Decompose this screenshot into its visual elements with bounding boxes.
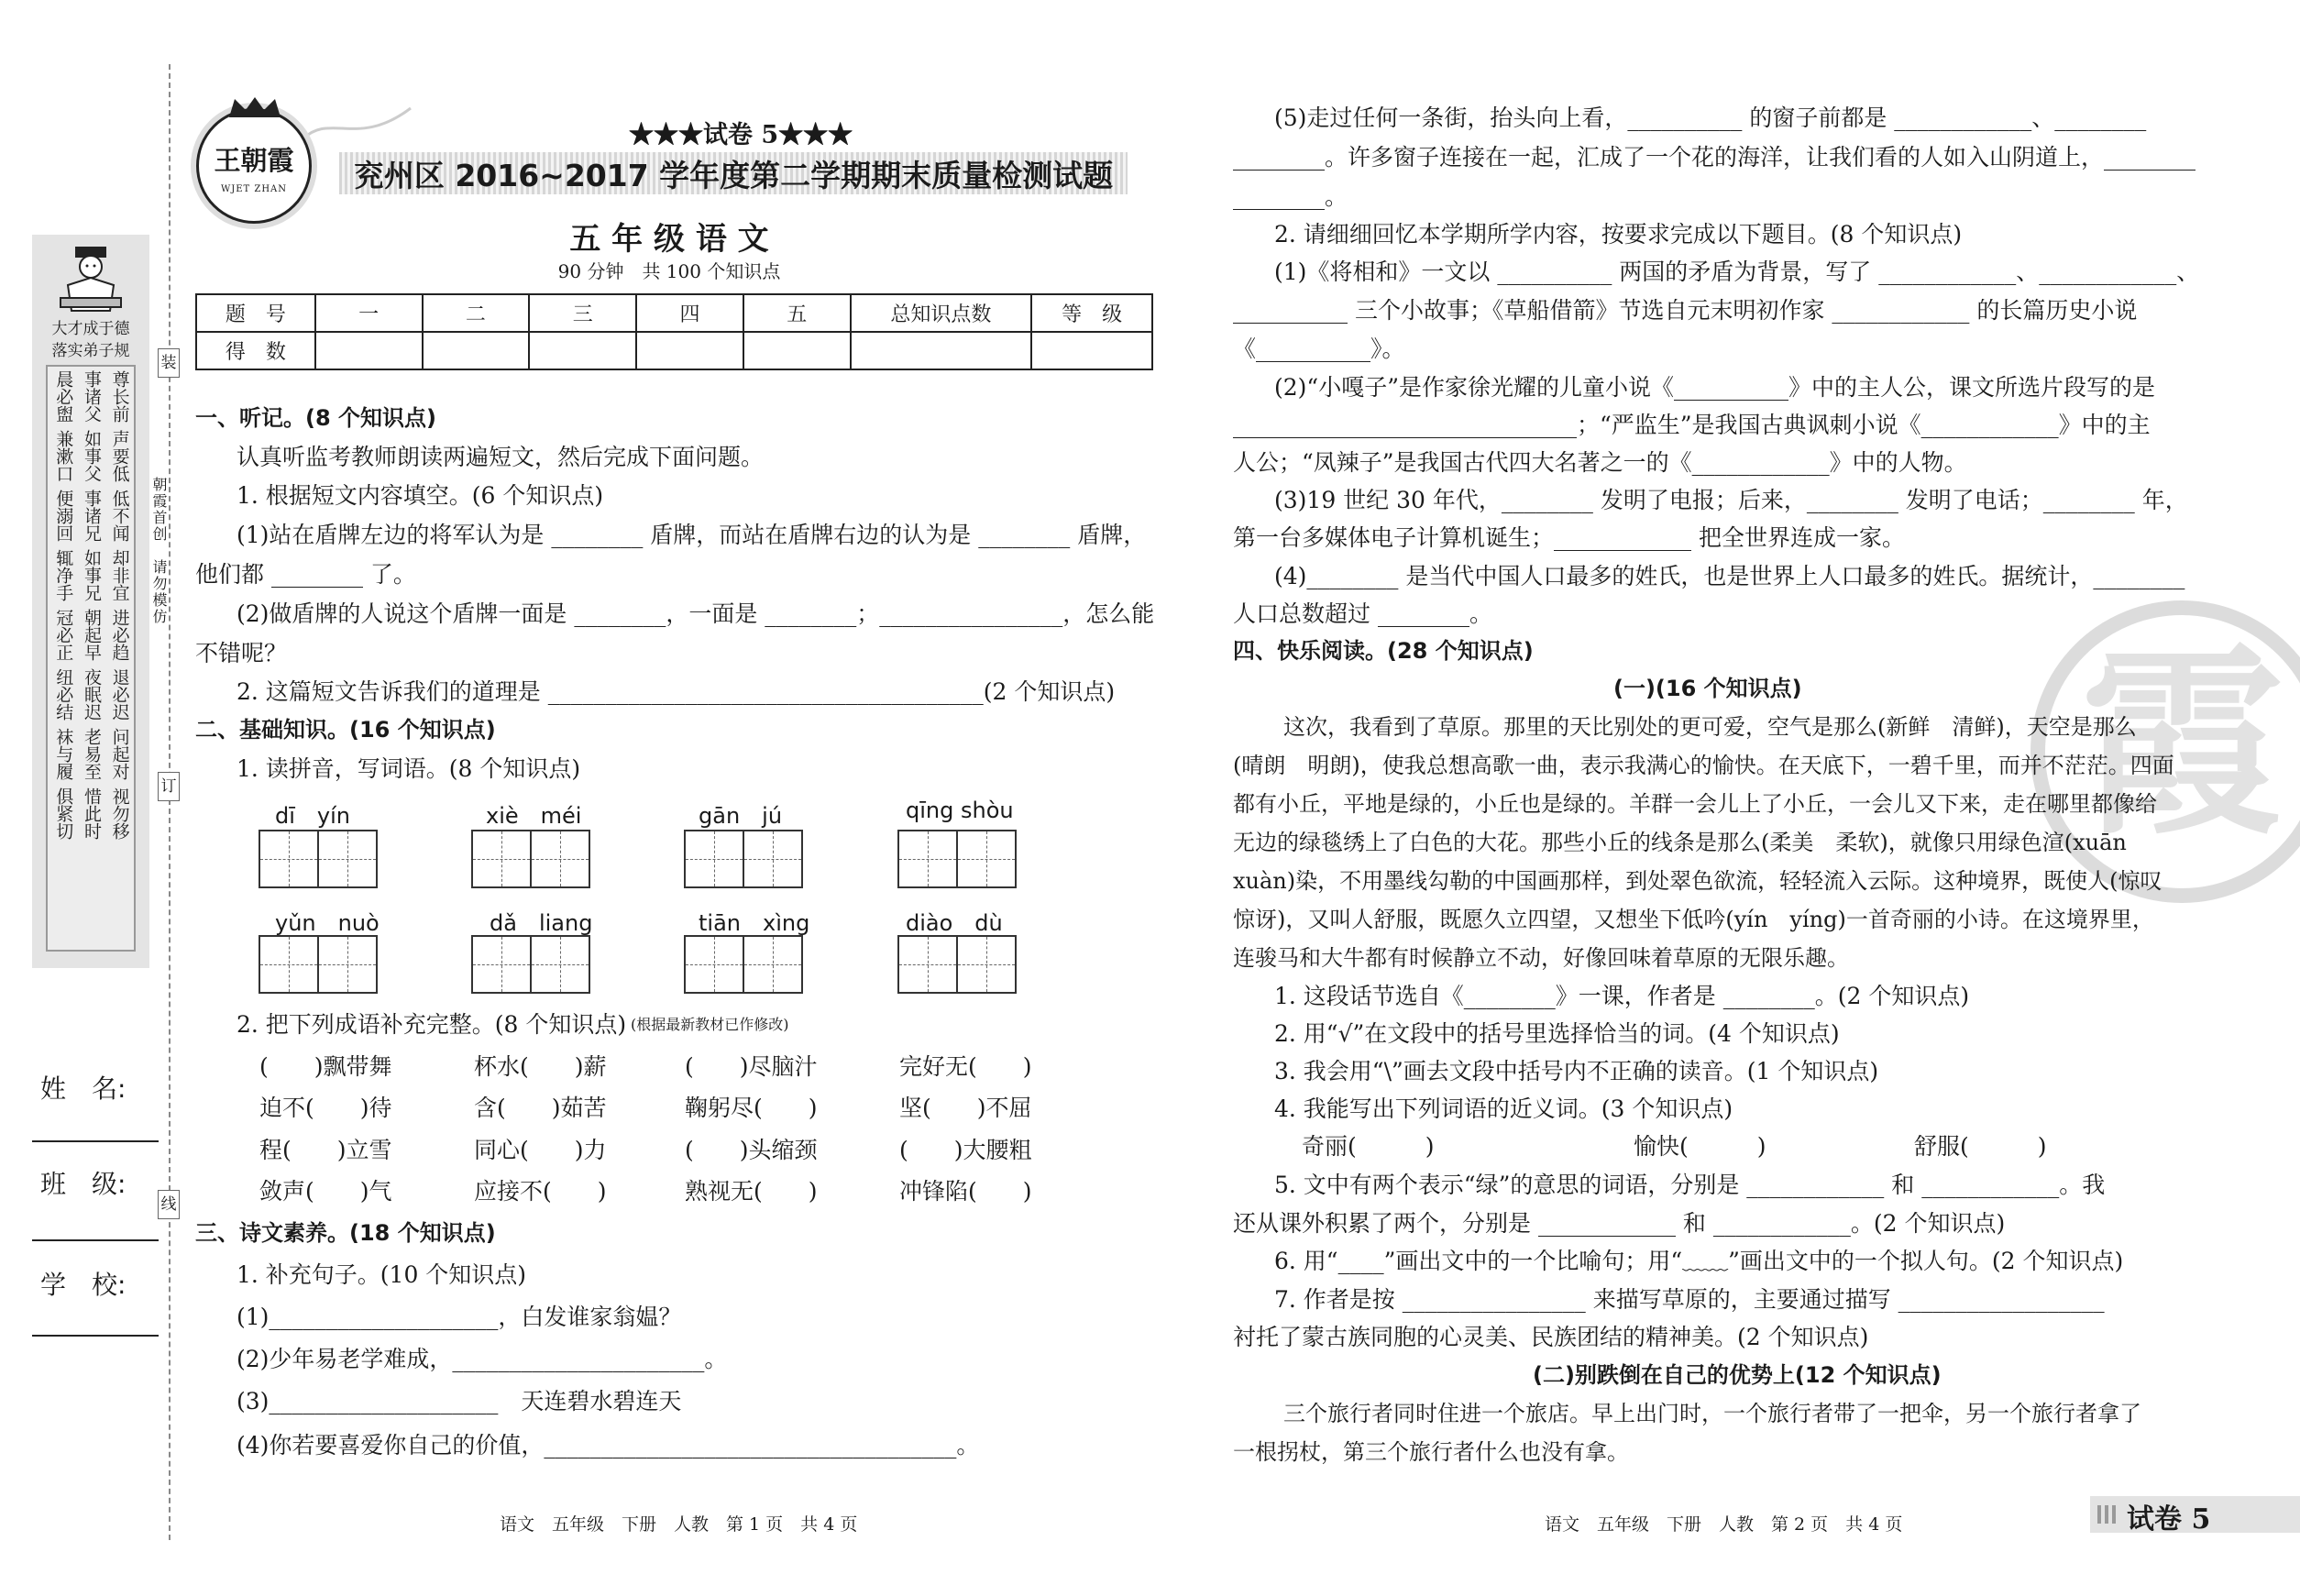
motto-column: 进必趋 — [109, 609, 130, 661]
idiom-item: 熟视无( ) — [685, 1178, 818, 1205]
score-table — [195, 293, 1153, 370]
idiom-item: 杯水( )薪 — [474, 1053, 607, 1080]
section-2-q2-note: (根据最新教材已作修改) — [631, 1016, 789, 1033]
binding-mark-xian: 线 — [158, 1190, 180, 1219]
brand-logo — [196, 108, 312, 224]
score-header-cell: 一 — [315, 294, 423, 332]
reading-1-q7-line2: 衬托了蒙古族同胞的心灵美、民族团结的精神美。(2 个知识点) — [1233, 1324, 1869, 1350]
reading-1-q4: 4. 我能写出下列词语的近义词。(3 个知识点) — [1274, 1095, 1733, 1122]
section-2-q1: 1. 读拼音，写词语。(8 个知识点) — [237, 755, 581, 782]
reading-1-paragraph-line: 这次，我看到了草原。那里的天比别处的更可爱，空气是那么(新鲜 清鲜)，天空是那么 — [1283, 714, 2137, 740]
idiom-item: ( )头缩颈 — [685, 1137, 818, 1163]
class-label: 班 级: — [40, 1169, 127, 1199]
synonym-item: 愉快( ) — [1634, 1133, 1766, 1160]
binding-mark-zhuang: 装 — [158, 348, 180, 378]
page-title: 兖州区 2016~2017 学年度第二学期期末质量检测试题 — [353, 158, 1114, 193]
section-2-q2: 2. 把下列成语补充完整。(8 个知识点) — [237, 1011, 627, 1038]
reading-2-paragraph-line: 三个旅行者同时住进一个旅店。早上出门时，一个旅行者带了一把伞，另一个旅行者拿了 — [1283, 1401, 2141, 1426]
score-row-label: 得 数 — [196, 332, 315, 369]
idiom-item: ( )大腰粗 — [899, 1137, 1032, 1163]
motto-column: 却非宜 — [109, 549, 130, 601]
score-header-cell: 五 — [743, 294, 851, 332]
pinyin-label: tiān xìng — [699, 910, 810, 936]
section-1-q1-part2-line1: (2)做盾牌的人说这个盾牌一面是 ________，一面是 ________；________________，怎么能 — [237, 600, 1155, 627]
writing-grid[interactable] — [684, 830, 803, 888]
idiom-item: 坚( )不屈 — [899, 1095, 1032, 1121]
name-label: 姓 名: — [40, 1073, 127, 1104]
corner-dots — [2097, 1505, 2119, 1524]
writing-grid[interactable] — [897, 935, 1017, 994]
q2-part1-line1: (1)《将相和》一文以 __________ 两国的矛盾为背景，写了 ____________、____________、 — [1274, 259, 2200, 285]
paper-badge: ★★★试卷 5★★★ — [629, 121, 853, 149]
sidebar-motto-top: 大才成于德 — [51, 320, 130, 338]
q2-part4-line2: 人口总数超过 ________。 — [1233, 600, 1492, 627]
motto-column: 兼漱口 — [53, 430, 74, 482]
ribbon-decoration — [303, 103, 413, 158]
q2-part2-line3: 人公；“凤辣子”是我国古代四大名著之一的《____________》中的人物。 — [1233, 449, 1967, 476]
section-4-title: 四、快乐阅读。(28 个知识点) — [1233, 638, 1534, 664]
q2-part4-line1: (4)________ 是当代中国人口最多的姓氏，也是世界上人口最多的姓氏。据统计，________ — [1274, 563, 2185, 589]
motto-column: 袜与履 — [53, 728, 74, 780]
brand-logo-text: 王朝霞 — [214, 145, 294, 176]
reading-1-title: (一)(16 个知识点) — [1613, 676, 1802, 701]
score-header-cell: 题 号 — [196, 294, 315, 332]
motto-column: 老易至 — [81, 728, 102, 780]
reading-1-q6: 6. 用“____”画出文中的一个比喻句；用“﹏﹏”画出文中的一个拟人句。(2 个知识点) — [1274, 1248, 2124, 1274]
writing-grid[interactable] — [684, 935, 803, 994]
motto-column: 事诸兄 — [81, 490, 102, 542]
score-cell[interactable] — [636, 332, 743, 369]
writing-grid[interactable] — [259, 935, 378, 994]
reading-1-paragraph-line: 惊讶)，又叫人舒服，既愿久立四望，又想坐下低吟(yín yíng)一首奇丽的小诗。在这境界里， — [1233, 907, 2154, 932]
reading-1-q3: 3. 我会用“\”画去文段中括号内不正确的读音。(1 个知识点) — [1274, 1058, 1879, 1084]
writing-grid[interactable] — [897, 830, 1017, 888]
section-1-q1: 1. 根据短文内容填空。(6 个知识点) — [237, 482, 604, 509]
idiom-item: 迫不( )待 — [259, 1095, 392, 1121]
section-1-title: 一、听记。(8 个知识点) — [195, 405, 436, 431]
section-3-q1-part4: (4)你若要喜爱你自己的价值，____________________________________。 — [237, 1432, 980, 1458]
score-table-header-row — [196, 294, 1152, 332]
section-3-q1: 1. 补充句子。(10 个知识点) — [237, 1261, 527, 1288]
reading-1-paragraph-line: xuàn)染，不用墨线勾勒的中国画那样，到处翠色欲流，轻轻流入云际。这种境界，既使人(惊叹 — [1233, 868, 2162, 894]
pinyin-label: xiè méi — [486, 803, 582, 829]
idiom-item: ( )尽脑汁 — [685, 1053, 818, 1080]
score-cell[interactable] — [851, 332, 1032, 369]
reading-1-paragraph-line: 都有小丘，平地是绿的，小丘也是绿的。羊群一会儿上了小丘，一会儿又下来，走在哪里都像给 — [1233, 791, 2157, 817]
synonym-item: 奇丽( ) — [1302, 1133, 1435, 1160]
section-2-title: 二、基础知识。(16 个知识点) — [195, 717, 496, 743]
reading-1-q5-line1: 5. 文中有两个表示“绿”的意思的词语，分别是 ____________ 和 ____________。我 — [1274, 1172, 2106, 1198]
name-field[interactable] — [32, 1140, 159, 1142]
idiom-item: 程( )立雪 — [259, 1137, 392, 1163]
score-header-cell: 等 级 — [1031, 294, 1152, 332]
reading-2-title: (二)别跌倒在自己的优势上(12 个知识点) — [1533, 1362, 1942, 1388]
page-margin-dashed-line — [169, 64, 171, 1540]
time-info: 90 分钟 共 100 个知识点 — [557, 260, 781, 282]
section-1-q1-part2-line2: 不错呢？ — [195, 640, 288, 666]
copyright-note: 朝霞首创 请勿模仿 — [150, 477, 168, 625]
motto-column: 辄净手 — [53, 549, 74, 601]
idiom-item: 同心( )力 — [474, 1137, 607, 1163]
section-1-intro: 认真听监考教师朗读两遍短文，然后完成下面问题。 — [237, 444, 765, 470]
pinyin-label: gān jú — [699, 803, 783, 829]
reading-1-paragraph-line: (晴朗 明朗)，使我总想高歌一曲，表示我满心的愉快。在天底下，一碧千里，而并不茫茫。四面 — [1233, 753, 2174, 778]
motto-column: 朝起早 — [81, 609, 102, 661]
idiom-item: 冲锋陷( ) — [899, 1178, 1032, 1205]
left-page-footer: 语文 五年级 下册 人教 第 1 页 共 4 页 — [500, 1514, 858, 1535]
motto-column: 冠必正 — [53, 609, 74, 661]
class-field[interactable] — [32, 1239, 159, 1241]
q2-part3-line2: 第一台多媒体电子计算机诞生；____________ 把全世界连成一家。 — [1233, 524, 1905, 551]
synonym-item: 舒服( ) — [1914, 1133, 2047, 1160]
watermark-seal-text: 霞 — [2080, 624, 2283, 862]
score-cell[interactable] — [1031, 332, 1152, 369]
q2-part2-line1: (2)“小嘎子”是作家徐光耀的儿童小说《__________》中的主人公，课文所选片段写的是 — [1274, 374, 2155, 401]
motto-column: 如事兄 — [81, 549, 102, 601]
section-3-q1-part2: (2)少年易老学难成，______________________。 — [237, 1346, 728, 1372]
motto-column: 惜此时 — [81, 787, 102, 840]
idiom-item: 敛声( )气 — [259, 1178, 392, 1205]
sidebar-motto-bottom: 落实弟子规 — [51, 342, 130, 360]
idiom-item: 鞠躬尽( ) — [685, 1095, 818, 1121]
score-header-cell: 四 — [636, 294, 743, 332]
q2-part2-line2: ______________________________；“严监生”是我国古典讽刺小说《____________》中的主 — [1233, 412, 2151, 438]
section-3-q2: 2. 请细细回忆本学期所学内容，按要求完成以下题目。(8 个知识点) — [1274, 221, 1963, 248]
motto-column: 晨必盥 — [53, 370, 74, 423]
reading-1-q7-line1: 7. 作者是按 ________________ 来描写草原的，主要通过描写 __________________ — [1274, 1286, 2105, 1313]
school-field[interactable] — [32, 1335, 159, 1337]
motto-column: 退必迟 — [109, 668, 130, 721]
crown-icon — [227, 95, 282, 119]
writing-grid[interactable] — [471, 830, 590, 888]
scholar-illustration — [48, 243, 134, 316]
motto-column: 声要低 — [109, 430, 130, 482]
idiom-item: 完好无( ) — [899, 1053, 1032, 1080]
school-label: 学 校: — [40, 1270, 127, 1300]
q2-part3-line1: (3)19 世纪 30 年代，________ 发明了电报；后来，________ 发明了电话；________ 年， — [1274, 487, 2188, 513]
sidebar-motto-grid — [48, 367, 134, 843]
score-cell[interactable] — [743, 332, 851, 369]
motto-column: 低不闻 — [109, 490, 130, 542]
reading-1-paragraph-line: 无边的绿毯绣上了白色的大花。那些小丘的线条是那么(柔美 柔软)，就像只用绿色渲(xuān — [1233, 830, 2127, 855]
q2-part1-line2: __________ 三个小故事；《草船借箭》节选自元末明初作家 ____________ 的长篇历史小说 — [1233, 297, 2138, 324]
score-header-cell: 三 — [529, 294, 636, 332]
motto-column: 如事父 — [81, 430, 102, 482]
pinyin-label: dī yín — [275, 803, 350, 829]
section-3-q1-part1: (1)____________________，白发谁家翁媪？ — [237, 1304, 682, 1330]
motto-column: 事诸父 — [81, 370, 102, 423]
section-1-q2: 2. 这篇短文告诉我们的道理是 ______________________________________(2 个知识点) — [237, 678, 1116, 705]
reading-2-paragraph-line: 一根拐杖，第三个旅行者什么也没有拿。 — [1233, 1439, 1629, 1465]
reading-1-paragraph-line: 连骏马和大牛都有时候静立不动，好像回味着草原的无限乐趣。 — [1233, 945, 1849, 971]
watermark-seal — [2030, 600, 2300, 903]
motto-column: 尊长前 — [109, 370, 130, 423]
pinyin-label: qīng shòu — [906, 798, 1014, 823]
score-cell[interactable] — [423, 332, 530, 369]
score-header-cell: 二 — [423, 294, 530, 332]
q1-part5-line1: (5)走过任何一条街，抬头向上看，__________ 的窗子前都是 ____________、________ — [1274, 105, 2147, 131]
corner-paper-label: 试卷 5 — [2127, 1503, 2211, 1535]
q1-part5-line2: ________。许多窗子连接在一起，汇成了一个花的海洋，让我们看的人如入山阴道上，________ — [1233, 144, 2196, 171]
writing-grid[interactable] — [471, 935, 590, 994]
section-1-q1-part1-line1: (1)站在盾牌左边的将军认为是 ________ 盾牌，而站在盾牌右边的认为是 ________ 盾牌， — [237, 522, 1147, 548]
reading-1-q2: 2. 用“√”在文段中的括号里选择恰当的词。(4 个知识点) — [1274, 1020, 1840, 1047]
brand-logo-subtext: WJET ZHAN — [220, 184, 288, 194]
motto-column: 问起对 — [109, 728, 130, 780]
binding-mark-ding: 订 — [158, 772, 180, 801]
pinyin-label: yǔn nuò — [275, 910, 380, 936]
motto-column: 夜眠迟 — [81, 668, 102, 721]
right-page-footer: 语文 五年级 下册 人教 第 2 页 共 4 页 — [1545, 1514, 1903, 1535]
writing-grid[interactable] — [259, 830, 378, 888]
pinyin-label: diào dù — [906, 910, 1003, 936]
section-3-q1-part3: (3)____________________ 天连碧水碧连天 — [237, 1388, 682, 1414]
idiom-item: ( )飘带舞 — [259, 1053, 392, 1080]
pinyin-label: dǎ liang — [490, 910, 593, 936]
reading-1-q1: 1. 这段话节选自《________》一课，作者是 ________。(2 个知识点) — [1274, 983, 1970, 1009]
motto-column: 视勿移 — [109, 787, 130, 840]
score-cell[interactable] — [529, 332, 636, 369]
q1-part5-line3: ________。 — [1233, 183, 1348, 210]
reading-1-q5-line2: 还从课外积累了两个，分别是 ____________ 和 ____________。(2 个知识点) — [1233, 1210, 2006, 1237]
score-table-score-row — [196, 332, 1152, 369]
score-cell[interactable] — [315, 332, 423, 369]
subject-title: 五 年 级 语 文 — [569, 221, 769, 258]
idiom-item: 应接不( ) — [474, 1178, 607, 1205]
sidebar-motto-box — [46, 365, 136, 952]
score-header-cell: 总知识点数 — [851, 294, 1032, 332]
motto-column: 纽必结 — [53, 668, 74, 721]
motto-column: 便溺回 — [53, 490, 74, 542]
idiom-item: 含( )茹苦 — [474, 1095, 607, 1121]
q2-part1-line3: 《__________》。 — [1233, 336, 1405, 362]
section-1-q1-part1-line2: 他们都 ________ 了。 — [195, 561, 416, 588]
motto-column: 俱紧切 — [53, 787, 74, 840]
section-3-title: 三、诗文素养。(18 个知识点) — [195, 1220, 496, 1246]
